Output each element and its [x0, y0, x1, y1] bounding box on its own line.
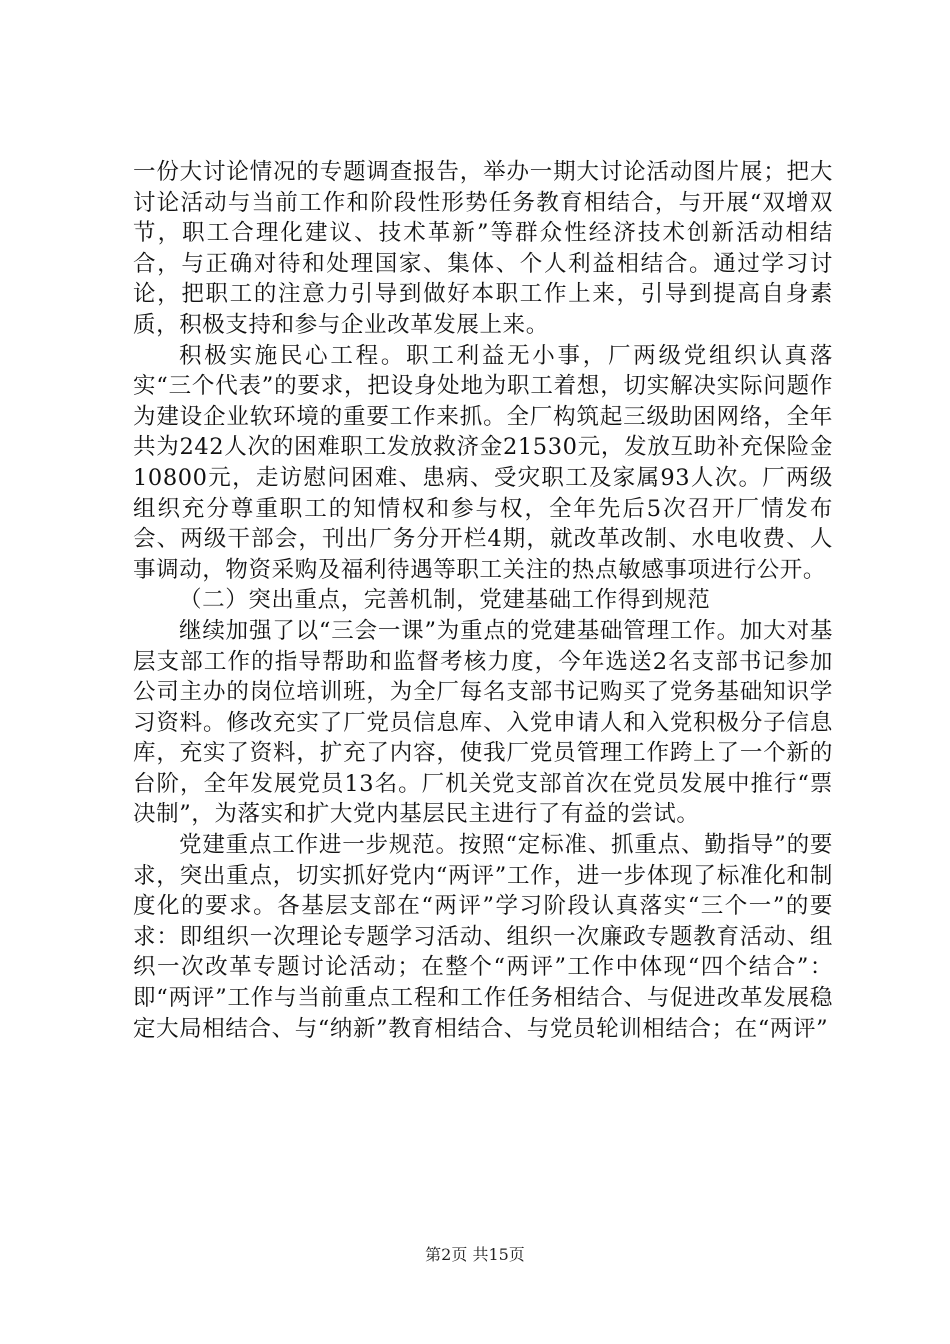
- section-heading: （二）突出重点，完善机制，党建基础工作得到规范: [179, 587, 711, 614]
- paragraph-4: 党建重点工作进一步规范。按照“定标准、抓重点、勤指导”的要求，突出重点，切实抓好党内“两评”工作，进一步体现了标准化和制度化的要求。各基层支部在“两评”学习阶段认真落实“三个一”的要求：即组织一次理论专题学习活动、组织一次廉政专题教育活动、组织一次改革专题讨论活动；在整个“两评”工作中体现“四个结合”：即“两评”工作与当前重点工程和工作任务相结合、与促进改革发展稳定大局相结合、与“纳新”教育相结合、与党员轮训相结合；在“两评”: [133, 832, 833, 1042]
- paragraph-3: 继续加强了以“三会一课”为重点的党建基础管理工作。加大对基层支部工作的指导帮助和监督考核力度，今年选送2名支部书记参加公司主办的岗位培训班，为全厂每名支部书记购买了党务基础知识学习资料。修改充实了厂党员信息库、入党申请人和入党积极分子信息库，充实了资料，扩充了内容，使我厂党员管理工作跨上了一个新的台阶，全年发展党员13名。厂机关党支部首次在党员发展中推行“票决制”，为落实和扩大党内基层民主进行了有益的尝试。: [133, 617, 833, 828]
- document-body: [133, 157, 833, 1044]
- page-footer: 第2页 共15页: [425, 1245, 525, 1264]
- paragraph-1: 一份大讨论情况的专题调查报告，举办一期大讨论活动图片展；把大讨论活动与当前工作和阶段性形势任务教育相结合，与开展“双增双节，职工合理化建议、技术革新”等群众性经济技术创新活动相结合，与正确对待和处理国家、集体、个人利益相结合。通过学习讨论，把职工的注意力引导到做好本职工作上来，引导到提高自身素质，积极支持和参与企业改革发展上来。: [133, 159, 833, 338]
- paragraph-2: 积极实施民心工程。职工利益无小事，厂两级党组织认真落实“三个代表”的要求，把设身处地为职工着想，切实解决实际问题作为建设企业软环境的重要工作来抓。全厂构筑起三级助困网络，全年共为242人次的困难职工发放救济金21530元，发放互助补充保险金10800元，走访慰问困难、患病、受灾职工及家属93人次。厂两级组织充分尊重职工的知情权和参与权，全年先后5次召开厂情发布会、两级干部会，刊出厂务分开栏4期，就改革改制、水电收费、人事调动，物资采购及福利待遇等职工关注的热点敏感事项进行公开。: [133, 342, 833, 583]
